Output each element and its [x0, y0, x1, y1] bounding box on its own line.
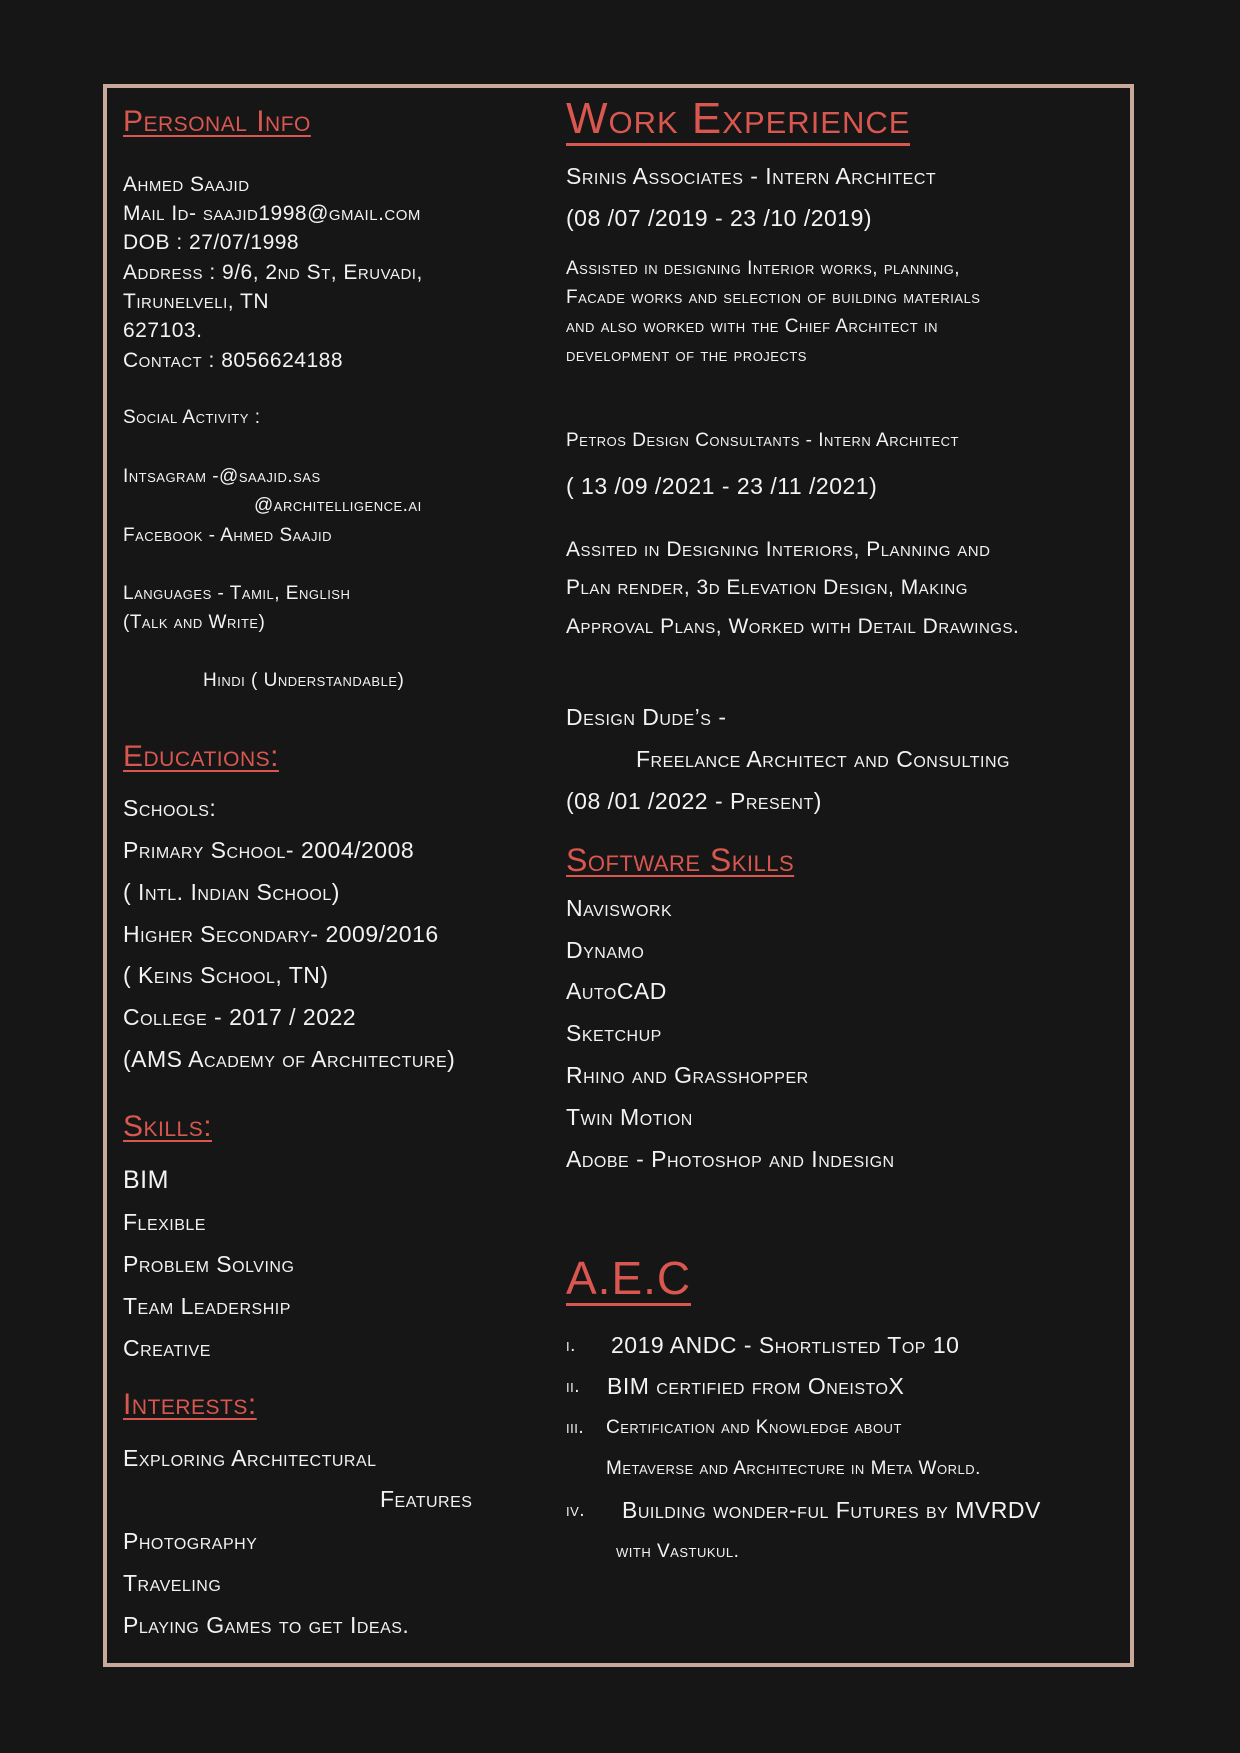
address-line-3: 627103. — [123, 319, 203, 342]
job-3-dates: (08 /01 /2022 - Present) — [566, 788, 822, 814]
primary-school-text: Primary School- 2004/2008 — [123, 837, 415, 863]
higher-secondary-name: ( Keins School, TN) — [123, 962, 329, 988]
job-3-title: Design Dude’s - — [566, 704, 727, 730]
contact-text: Contact : 8056624188 — [123, 349, 344, 372]
software-item: Rhino and Grasshopper — [566, 1062, 809, 1088]
software-item: AutoCAD — [566, 978, 667, 1004]
educations-heading: Educations: — [123, 740, 279, 773]
skills-heading: Skills: — [123, 1110, 213, 1143]
job-2-title: Petros Design Consultants - Intern Architect — [566, 430, 959, 451]
aec-item-4b: with Vastukul. — [616, 1541, 740, 1562]
skill-item: Team Leadership — [123, 1293, 291, 1319]
languages-line-3: Hindi ( Understandable) — [203, 670, 405, 691]
college-name: (AMS Academy of Architecture) — [123, 1046, 456, 1072]
interests-heading: Interests: — [123, 1388, 257, 1421]
skill-item: Problem Solving — [123, 1251, 295, 1277]
software-item: Sketchup — [566, 1020, 662, 1046]
software-item: Naviswork — [566, 895, 673, 921]
work-experience-heading: Work Experience — [566, 97, 910, 146]
address-line-1: Address : 9/6, 2nd St, Eruvadi, — [123, 261, 423, 284]
job-1-desc-2: Facade works and selection of building materials — [566, 287, 981, 308]
software-item: Adobe - Photoshop and Indesign — [566, 1146, 895, 1172]
primary-school-name: ( Intl. Indian School) — [123, 879, 340, 905]
aec-numeral: ii. — [566, 1376, 581, 1397]
job-2-dates: ( 13 /09 /2021 - 23 /11 /2021) — [566, 473, 878, 499]
job-1-title: Srinis Associates - Intern Architect — [566, 163, 937, 189]
aec-item-1: 2019 ANDC - Shortlisted Top 10 — [611, 1332, 960, 1358]
interest-item: Traveling — [123, 1570, 222, 1596]
languages-line-1: Languages - Tamil, English — [123, 583, 351, 604]
job-2-desc-1: Assited in Designing Interiors, Planning and — [566, 538, 991, 561]
instagram-line-2: @architelligence.ai — [254, 495, 422, 516]
aec-heading: A.E.C — [566, 1252, 692, 1304]
aec-item-3b: Metaverse and Architecture in Meta World. — [606, 1458, 981, 1479]
aec-numeral: i. — [566, 1335, 576, 1356]
aec-item-2: BIM certified from OneistoX — [607, 1373, 905, 1399]
aec-numeral: iv. — [566, 1500, 586, 1521]
instagram-line-1: Intsagram -@saajid.sas — [123, 466, 321, 487]
schools-label: Schools: — [123, 795, 217, 821]
mail-text: Mail Id- saajid1998@gmail.com — [123, 202, 421, 225]
job-2-desc-2: Plan render, 3d Elevation Design, Making — [566, 576, 968, 599]
dob-text: DOB : 27/07/1998 — [123, 231, 300, 254]
job-2-desc-3: Approval Plans, Worked with Detail Drawings. — [566, 615, 1020, 638]
job-1-desc-3: and also worked with the Chief Architect in — [566, 316, 938, 337]
aec-numeral: iii. — [566, 1417, 585, 1438]
personal-info-heading: Personal Info — [123, 105, 311, 138]
aec-item-3a: Certification and Knowledge about — [606, 1417, 902, 1438]
name-text: Ahmed Saajid — [123, 173, 250, 196]
languages-line-2: (Talk and Write) — [123, 612, 266, 633]
software-skills-heading: Software Skills — [566, 842, 795, 878]
college-text: College - 2017 / 2022 — [123, 1004, 357, 1030]
skill-item: Creative — [123, 1335, 211, 1361]
social-activity-label: Social Activity : — [123, 407, 261, 428]
skill-item: BIM — [123, 1166, 169, 1194]
aec-item-4a: Building wonder-ful Futures by MVRDV — [622, 1497, 1041, 1523]
higher-secondary-text: Higher Secondary- 2009/2016 — [123, 921, 439, 947]
job-1-desc-4: development of the projects — [566, 345, 807, 366]
interest-item: Features — [380, 1486, 473, 1512]
software-item: Dynamo — [566, 937, 645, 963]
facebook-text: Facebook - Ahmed Saajid — [123, 525, 332, 546]
address-line-2: Tirunelveli, TN — [123, 290, 270, 313]
job-3-subtitle: Freelance Architect and Consulting — [636, 746, 1010, 772]
interest-item: Photography — [123, 1528, 258, 1554]
interest-item: Playing Games to get Ideas. — [123, 1612, 410, 1638]
software-item: Twin Motion — [566, 1104, 693, 1130]
skill-item: Flexible — [123, 1209, 206, 1235]
job-1-dates: (08 /07 /2019 - 23 /10 /2019) — [566, 205, 873, 231]
job-1-desc-1: Assisted in designing Interior works, planning, — [566, 258, 961, 279]
interest-item: Exploring Architectural — [123, 1445, 377, 1471]
